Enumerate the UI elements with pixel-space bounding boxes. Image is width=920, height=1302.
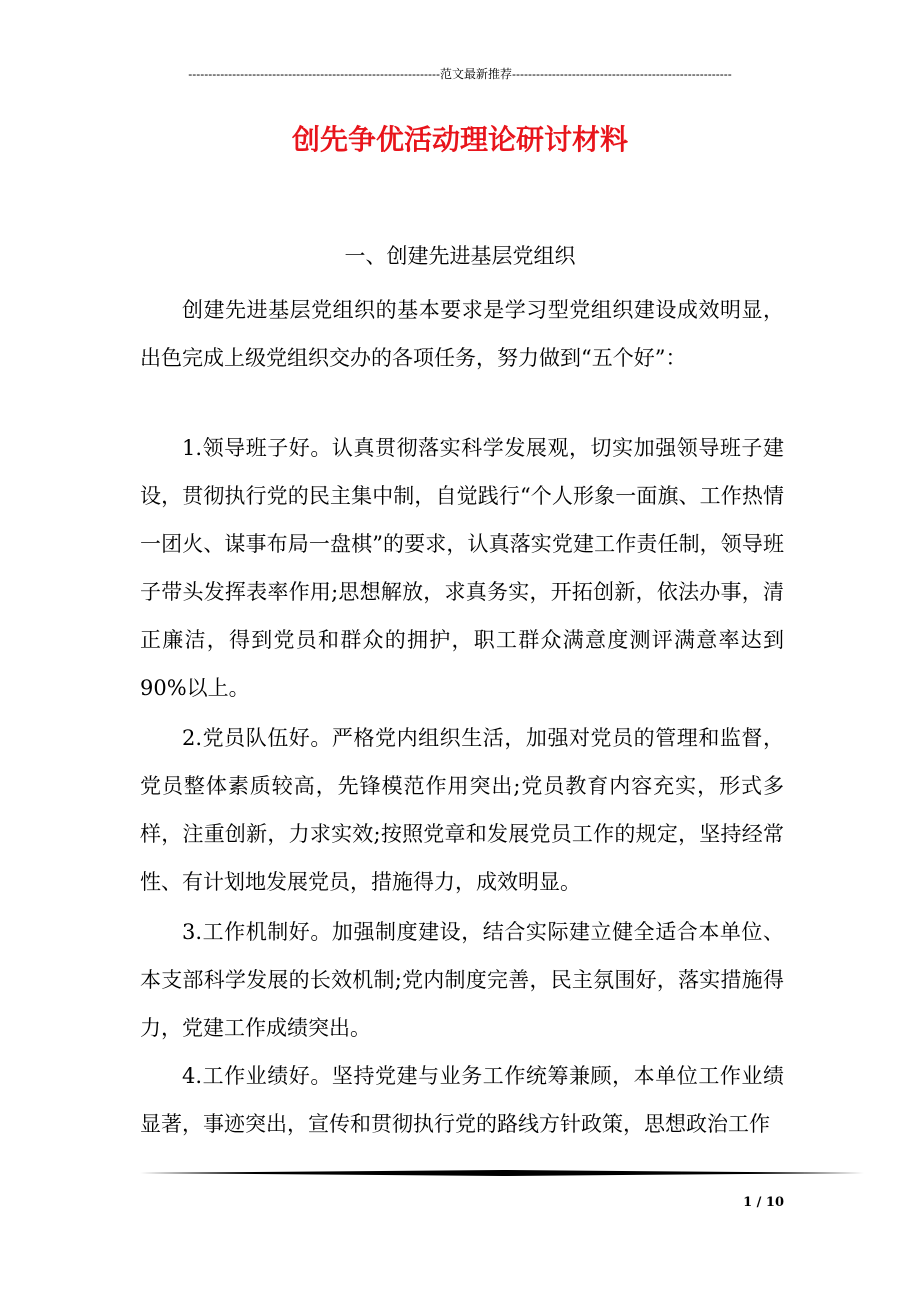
document-title: 创先争优活动理论研讨材料: [291, 123, 628, 156]
paragraph-performance: 4.工作业绩好。坚持党建与业务工作统筹兼顾，本单位工作业绩显著，事迹突出，宣传和贯彻执行党的路线方针政策，思想政治工作: [140, 1064, 784, 1136]
section-heading: 一、创建先进基层党组织: [344, 244, 576, 268]
paragraph-leadership: 1.领导班子好。认真贯彻落实科学发展观，切实加强领导班子建设，贯彻执行党的民主集中制，自觉践行“个人形象一面旗、工作热情一团火、谋事布局一盘棋”的要求，认真落实党建工作责任制，领导班子带头发挥表率作用;思想解放，求真务实，开拓创新，依法办事，清正廉洁，得到党员和群众的拥护，职工群众满意度测评满意率达到90%以上。: [140, 436, 784, 700]
footer-divider: [140, 1170, 864, 1176]
page-number: 1 / 10: [743, 1195, 784, 1210]
page-header-banner: ---------------------------------------------------------------范文最新推荐-------------------------------------------------------: [188, 67, 732, 81]
paragraph-intro: 创建先进基层党组织的基本要求是学习型党组织建设成效明显，出色完成上级党组织交办的各项任务，努力做到“五个好”：: [140, 298, 784, 370]
paragraph-mechanism: 3.工作机制好。加强制度建设，结合实际建立健全适合本单位、本支部科学发展的长效机制;党内制度完善，民主氛围好，落实措施得力，党建工作成绩突出。: [140, 920, 784, 1040]
paragraph-membership: 2.党员队伍好。严格党内组织生活，加强对党员的管理和监督，党员整体素质较高，先锋模范作用突出;党员教育内容充实，形式多样，注重创新，力求实效;按照党章和发展党员工作的规定，坚持经常性、有计划地发展党员，措施得力，成效明显。: [140, 726, 784, 894]
